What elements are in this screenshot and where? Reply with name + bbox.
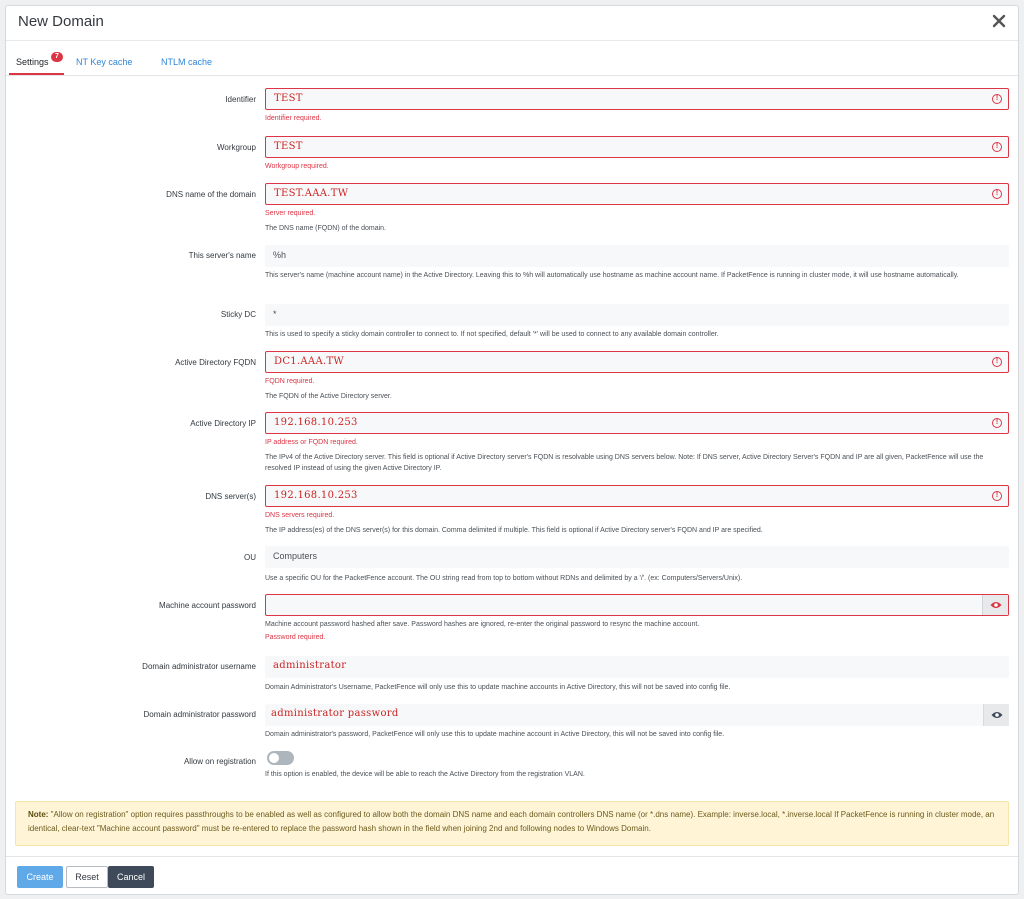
dns-servers-help: The IP address(es) of the DNS server(s) for this domain. Comma delimited if multiple. This field is optional if Active Directory server's FQDN and IP are specified. — [265, 527, 763, 534]
admin-password-value: administrator password — [271, 708, 399, 719]
allow-registration-label: Allow on registration — [183, 757, 256, 766]
close-icon[interactable] — [992, 14, 1008, 30]
modal-title: New Domain — [18, 13, 104, 30]
new-domain-modal — [5, 5, 1019, 895]
allow-registration-help: If this option is enabled, the device will be able to reach the Active Directory from the registration VLAN. — [265, 771, 585, 778]
machine-password-label: Machine account password — [159, 601, 256, 610]
ou-value: Computers — [273, 551, 318, 561]
reset-button[interactable]: Reset — [66, 866, 108, 888]
warning-icon: ! — [992, 418, 1002, 428]
ou-label: OU — [244, 553, 256, 562]
warning-icon: ! — [992, 189, 1002, 199]
warning-icon: ! — [992, 94, 1002, 104]
ou-help: Use a specific OU for the PacketFence account. The OU string read from top to bottom without RDNs and delimited by a '/'. (ex: Computers/Servers/Unix). — [265, 575, 743, 582]
machine-password-input[interactable] — [265, 594, 1009, 616]
ad-fqdn-error: FQDN required. — [265, 378, 315, 385]
server-name-label: This server's name — [188, 251, 256, 260]
tab-nt-key-cache[interactable]: NT Key cache — [76, 57, 133, 67]
tab-ntlm-cache[interactable]: NTLM cache — [161, 57, 213, 67]
admin-username-label: Domain administrator username — [142, 662, 256, 671]
identifier-error: Identifier required. — [265, 115, 322, 122]
dns-name-error: Server required. — [265, 210, 316, 217]
allow-registration-toggle[interactable] — [267, 751, 294, 765]
server-name-value: %h — [273, 250, 287, 260]
dns-name-help: The DNS name (FQDN) of the domain. — [265, 225, 386, 232]
show-password-button[interactable] — [982, 595, 1008, 615]
ad-fqdn-label: Active Directory FQDN — [175, 358, 256, 367]
dns-servers-value: 192.168.10.253 — [274, 490, 358, 501]
ad-ip-help: The IPv4 of the Active Directory server. This field is optional if Active Directory server's FQDN is resolvable using DNS servers below. Note: If DNS server, Active Directory Server's FQDN and IP are all given, PacketFence will use the resolved IP instead of using the given Active Directory IP. — [265, 454, 984, 472]
tab-bar — [6, 41, 1018, 76]
admin-password-input[interactable] — [265, 704, 1009, 726]
ad-fqdn-value: DC1.AAA.TW — [274, 356, 345, 367]
admin-password-label: Domain administrator password — [143, 710, 256, 719]
workgroup-value: TEST — [274, 141, 303, 152]
warning-icon: ! — [992, 357, 1002, 367]
identifier-label: Identifier — [225, 95, 256, 104]
machine-password-error: Password required. — [265, 634, 326, 641]
error-count-badge: 7 — [51, 52, 63, 62]
note-text: "Allow on registration" option requires passthroughs to be enabled as well as configured to allow both the domain DNS name and each domain controllers DNS name (or *.dns name). Example: inverse.local, *.inverse.local If PacketFence is running in cluster mode, an identical, clear-text "Machine account password" must be re-entered to replace the password hash shown in the field when joining 2nd and following nodes to Windows Domain. — [28, 810, 995, 833]
dns-name-input[interactable] — [265, 183, 1009, 205]
dns-name-label: DNS name of the domain — [166, 190, 256, 199]
ad-ip-error: IP address or FQDN required. — [265, 439, 358, 446]
warning-icon: ! — [992, 491, 1002, 501]
server-name-input[interactable] — [265, 245, 1009, 267]
info-note — [15, 801, 1009, 846]
dns-servers-error: DNS servers required. — [265, 512, 335, 519]
dns-servers-label: DNS server(s) — [205, 492, 256, 501]
active-tab-indicator — [9, 73, 64, 75]
ad-ip-value: 192.168.10.253 — [274, 417, 358, 428]
create-button[interactable]: Create — [17, 866, 63, 888]
workgroup-input[interactable] — [265, 136, 1009, 158]
eye-icon — [991, 711, 1003, 719]
note-prefix: Note: — [28, 810, 49, 819]
tab-settings-label: Settings — [16, 57, 49, 67]
eye-icon — [990, 601, 1002, 609]
modal-footer — [6, 856, 1018, 897]
show-password-button[interactable] — [983, 704, 1009, 726]
server-name-help: This server's name (machine account name) in the Active Directory. Leaving this to %h will automatically use hostname as machine account name. If PacketFence is running in cluster mode, it will use hostname automatically. — [265, 272, 959, 279]
tab-settings[interactable] — [16, 57, 49, 67]
workgroup-error: Workgroup required. — [265, 163, 329, 170]
cancel-button[interactable]: Cancel — [108, 866, 154, 888]
admin-username-value: administrator — [273, 660, 347, 671]
ou-input[interactable] — [265, 546, 1009, 568]
modal-header — [6, 6, 1018, 41]
identifier-value: TEST — [274, 93, 303, 104]
machine-password-help: Machine account password hashed after save. Password hashes are ignored, re-enter the original password to resync the machine account. — [265, 621, 700, 628]
workgroup-label: Workgroup — [217, 143, 256, 152]
toggle-knob — [269, 753, 279, 763]
admin-password-help: Domain administrator's password, PacketFence will only use this to update machine account in Active Directory, this will not be saved into config file. — [265, 731, 725, 738]
dns-name-value: TEST.AAA.TW — [274, 188, 349, 199]
sticky-dc-label: Sticky DC — [220, 310, 256, 319]
sticky-dc-input[interactable] — [265, 304, 1009, 326]
identifier-input[interactable] — [265, 88, 1009, 110]
sticky-dc-value: * — [273, 309, 277, 319]
ad-fqdn-input[interactable] — [265, 351, 1009, 373]
ad-fqdn-help: The FQDN of the Active Directory server. — [265, 393, 392, 400]
warning-icon: ! — [992, 142, 1002, 152]
sticky-dc-help: This is used to specify a sticky domain controller to connect to. If not specified, default '*' will be used to connect to any available domain controller. — [265, 331, 719, 338]
admin-username-input[interactable] — [265, 656, 1009, 678]
admin-username-help: Domain Administrator's Username, PacketFence will only use this to update machine accounts in Active Directory, this will not be saved into config file. — [265, 684, 731, 691]
ad-ip-input[interactable] — [265, 412, 1009, 434]
ad-ip-label: Active Directory IP — [190, 419, 256, 428]
dns-servers-input[interactable] — [265, 485, 1009, 507]
